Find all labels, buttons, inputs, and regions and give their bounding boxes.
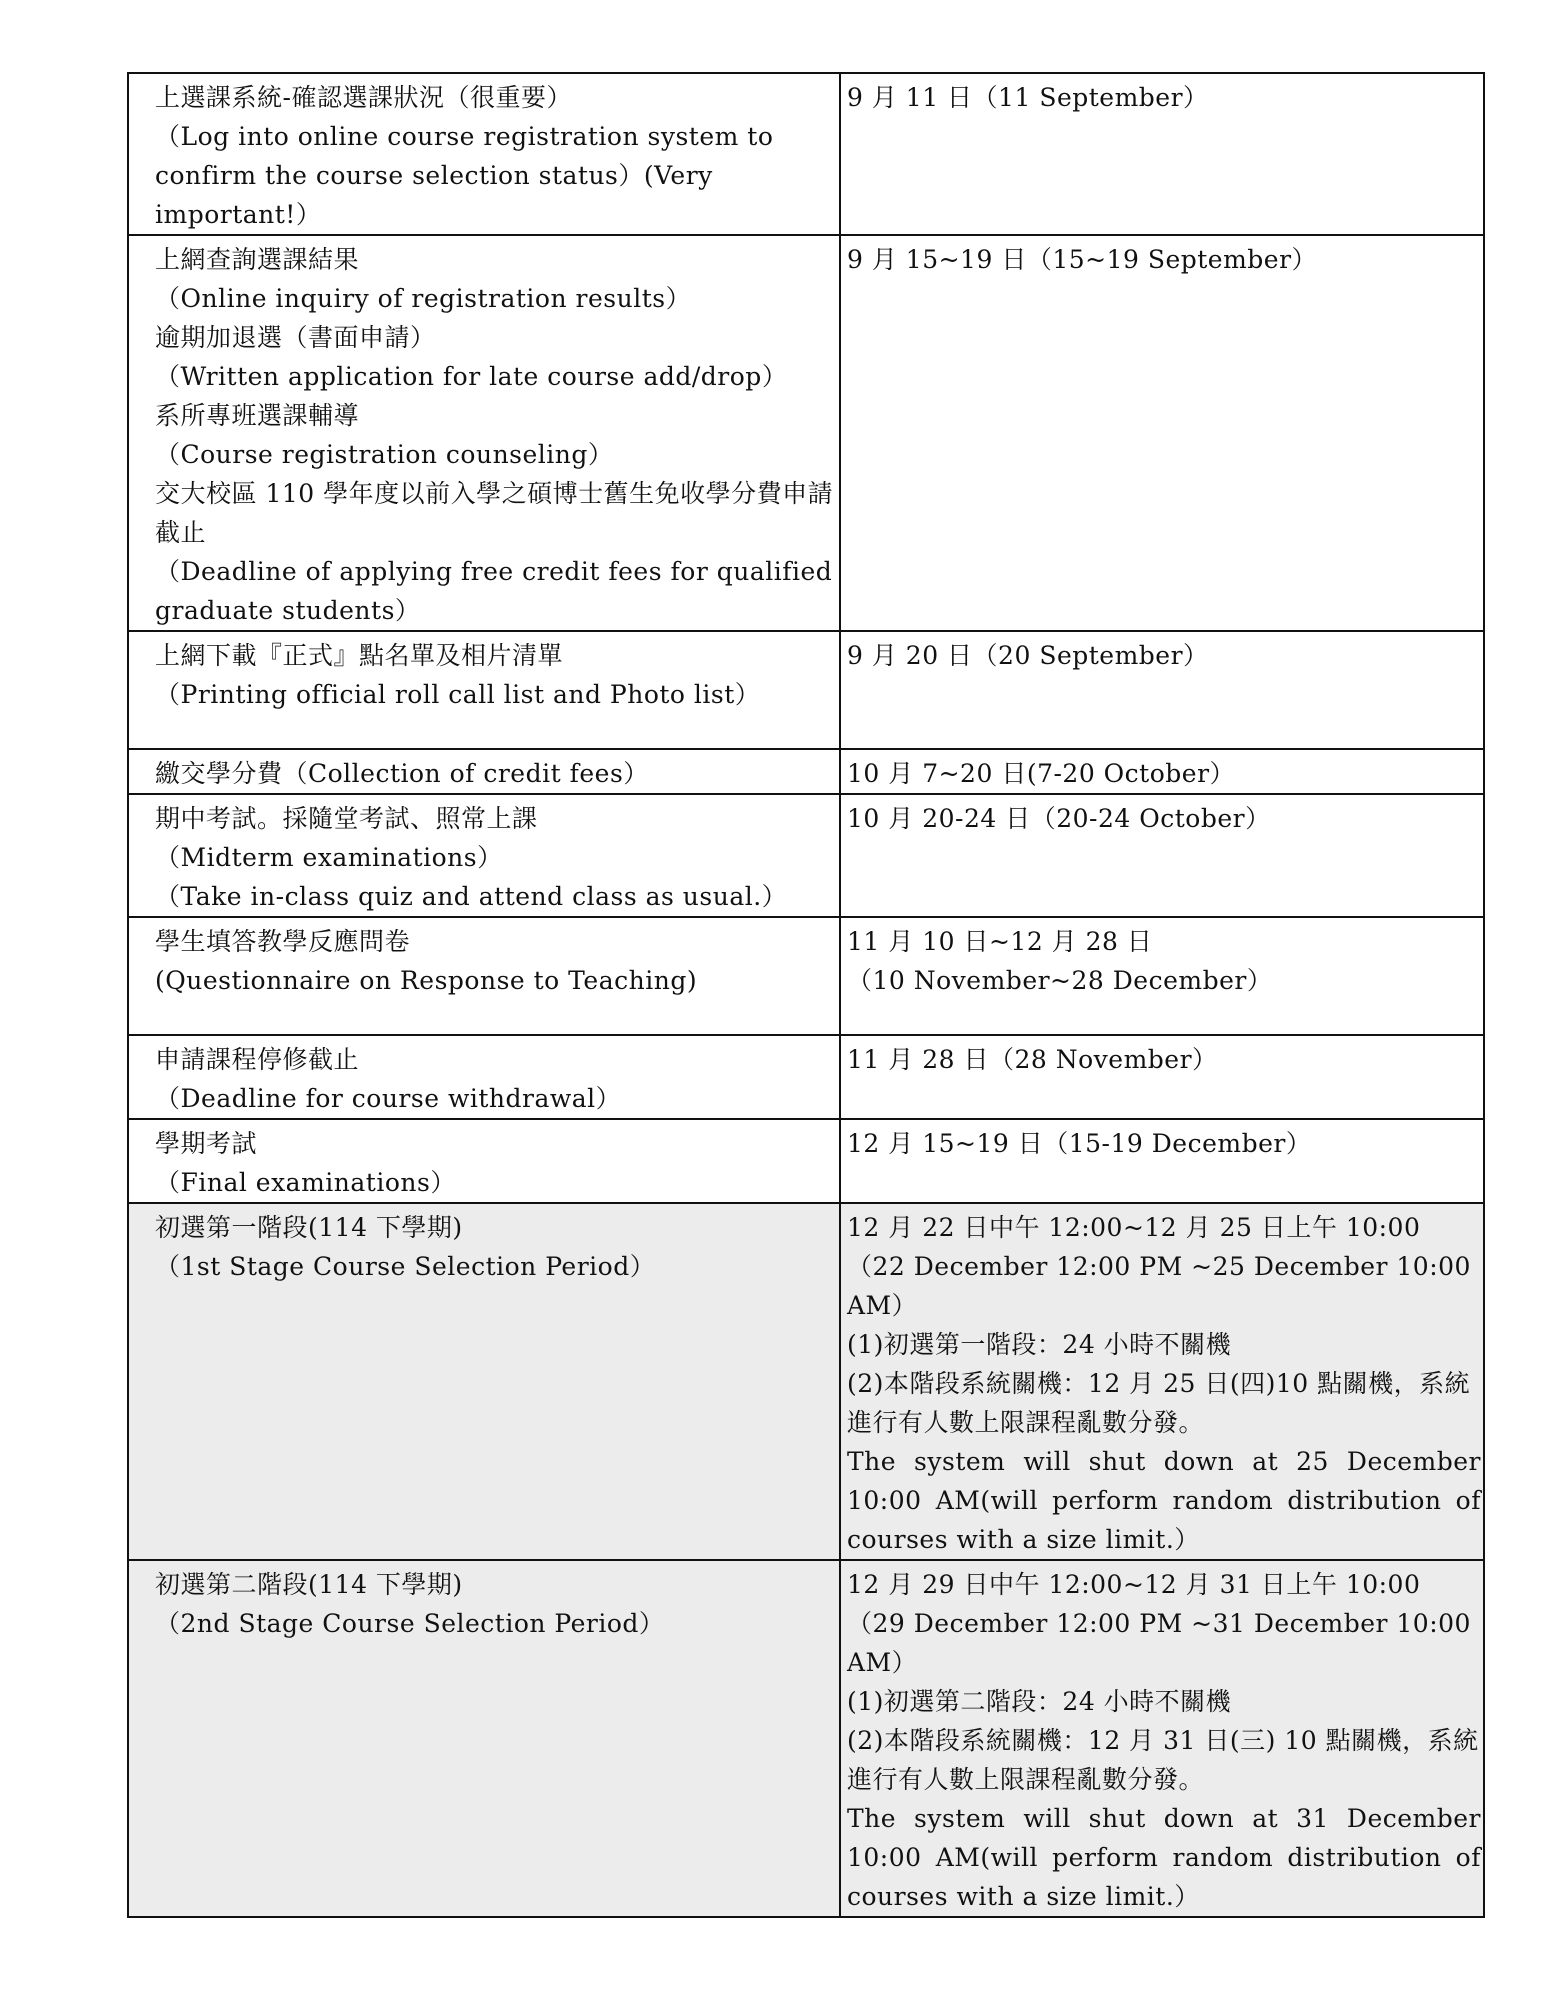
date-cell: [840, 73, 1484, 235]
date-cell: [840, 631, 1484, 749]
table-row: [128, 794, 1484, 917]
event-text: （Printing official roll call list and Photo list）: [155, 680, 761, 709]
event-cell: [128, 749, 840, 794]
date-cell: [840, 1560, 1484, 1917]
event-text: 上網下載『正式』點名單及相片清單: [155, 641, 564, 670]
table-row: [128, 917, 1484, 1035]
date-cell: [840, 235, 1484, 631]
event-cell: [128, 1560, 840, 1917]
event-text: 上網查詢選課結果: [155, 245, 360, 274]
date-text: (2)本階段系統關機：12 月 25 日(四)10 點關機，系統進行有人數上限課程亂數分發。: [847, 1369, 1471, 1437]
event-text: （Deadline of applying free credit fees for qualified graduate students）: [155, 557, 833, 625]
date-cell: [840, 749, 1484, 794]
date-cell: [840, 917, 1484, 1035]
date-text: 12 月 22 日中午 12:00~12 月 25 日上午 10:00: [847, 1213, 1421, 1242]
date-text: 9 月 20 日（20 September）: [847, 641, 1209, 670]
date-text: (1)初選第一階段：24 小時不關機: [847, 1330, 1232, 1359]
event-text: （2nd Stage Course Selection Period）: [155, 1609, 665, 1638]
date-cell: [840, 794, 1484, 917]
table-row: [128, 1035, 1484, 1119]
event-text: 初選第一階段(114 下學期): [155, 1213, 463, 1242]
date-text: （10 November~28 December）: [847, 966, 1273, 995]
event-text: 學期考試: [155, 1129, 258, 1158]
date-cell: [840, 1203, 1484, 1560]
event-cell: [128, 1119, 840, 1203]
date-text: 11 月 28 日（28 November）: [847, 1045, 1218, 1074]
event-text: 繳交學分費（Collection of credit fees）: [155, 759, 649, 788]
date-text: 11 月 10 日~12 月 28 日: [847, 927, 1153, 956]
date-text: (2)本階段系統關機：12 月 31 日(三) 10 點關機，系統進行有人數上限課程亂數分發。: [847, 1726, 1479, 1794]
table-row: [128, 749, 1484, 794]
table-row: [128, 73, 1484, 235]
event-cell: [128, 794, 840, 917]
event-cell: [128, 631, 840, 749]
date-text: 12 月 29 日中午 12:00~12 月 31 日上午 10:00: [847, 1570, 1421, 1599]
date-text: The system will shut down at 25 December 10:00 AM(will perform random distribution of courses with a size limit.）: [847, 1447, 1481, 1554]
event-cell: [128, 73, 840, 235]
date-text: (1)初選第二階段：24 小時不關機: [847, 1687, 1232, 1716]
date-text: 10 月 20-24 日（20-24 October）: [847, 804, 1271, 833]
event-text: 上選課系統-確認選課狀況（很重要）: [155, 83, 572, 112]
date-text: 9 月 11 日（11 September）: [847, 83, 1209, 112]
event-cell: [128, 1035, 840, 1119]
event-text: 申請課程停修截止: [155, 1045, 360, 1074]
event-text: （Final examinations）: [155, 1168, 456, 1197]
date-cell: [840, 1119, 1484, 1203]
event-text: 逾期加退選（書面申請）: [155, 323, 436, 352]
date-text: 12 月 15~19 日（15-19 December）: [847, 1129, 1312, 1158]
event-text: 初選第二階段(114 下學期): [155, 1570, 463, 1599]
event-cell: [128, 917, 840, 1035]
event-text: （Take in-class quiz and attend class as usual.）: [155, 882, 788, 911]
table-row: [128, 235, 1484, 631]
event-text: （1st Stage Course Selection Period）: [155, 1252, 656, 1281]
table-row: [128, 1119, 1484, 1203]
event-text: （Online inquiry of registration results）: [155, 284, 692, 313]
date-text: The system will shut down at 31 December 10:00 AM(will perform random distribution of courses with a size limit.）: [847, 1804, 1481, 1911]
table-row: [128, 1560, 1484, 1917]
event-text: （Written application for late course add/drop）: [155, 362, 788, 391]
event-text: 期中考試。採隨堂考試、照常上課: [155, 804, 538, 833]
event-text: 學生填答教學反應問卷: [155, 927, 411, 956]
event-text: （Log into online course registration system to confirm the course selection status）(Very important!）: [155, 122, 774, 229]
course-calendar-table: [127, 72, 1485, 1918]
event-cell: [128, 1203, 840, 1560]
table-row: [128, 1203, 1484, 1560]
event-text: （Deadline for course withdrawal）: [155, 1084, 622, 1113]
date-text: （29 December 12:00 PM ~31 December 10:00 AM）: [847, 1609, 1471, 1677]
event-text: (Questionnaire on Response to Teaching): [155, 966, 698, 995]
date-cell: [840, 1035, 1484, 1119]
event-text: 交大校區 110 學年度以前入學之碩博士舊生免收學分費申請截止: [155, 479, 834, 547]
event-text: 系所專班選課輔導: [155, 401, 360, 430]
date-text: 10 月 7~20 日(7-20 October）: [847, 759, 1236, 788]
date-text: （22 December 12:00 PM ~25 December 10:00 AM）: [847, 1252, 1471, 1320]
date-text: 9 月 15~19 日（15~19 September）: [847, 245, 1318, 274]
event-text: （Midterm examinations）: [155, 843, 503, 872]
event-cell: [128, 235, 840, 631]
table-row: [128, 631, 1484, 749]
event-text: （Course registration counseling）: [155, 440, 614, 469]
